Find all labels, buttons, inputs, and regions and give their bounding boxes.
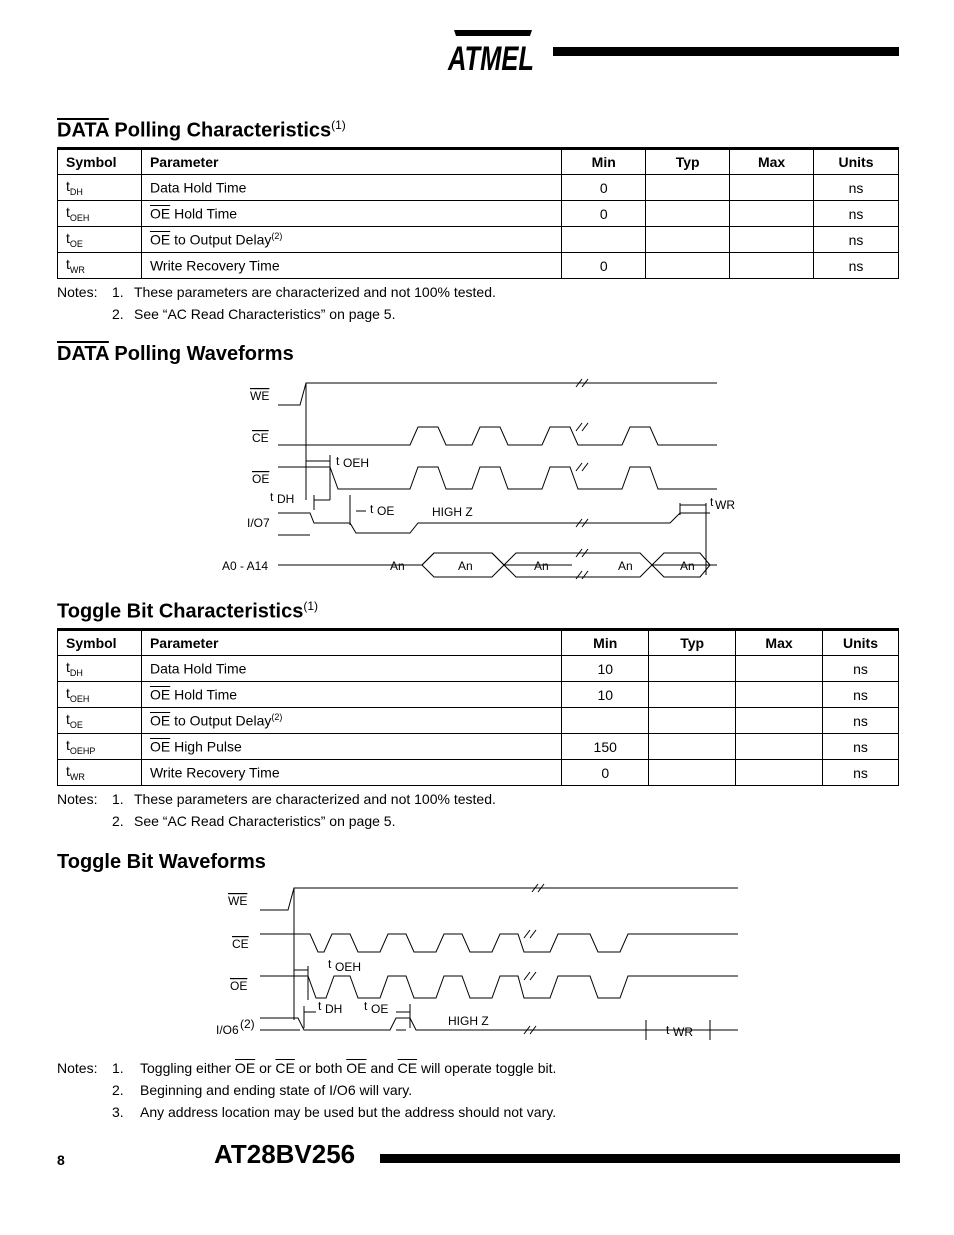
- col-symbol: Symbol: [58, 630, 142, 656]
- page-number: 8: [57, 1152, 65, 1168]
- col-max: Max: [730, 149, 814, 175]
- table-row: [58, 708, 899, 734]
- note-number: 2.: [112, 1082, 124, 1098]
- typ-cell: [649, 760, 736, 786]
- toggle-bit-waveform-diagram: [210, 880, 750, 1045]
- note-number: 1.: [112, 1060, 124, 1076]
- io6-label: I/O6: [216, 1023, 239, 1037]
- svg-text:WR: WR: [715, 498, 735, 512]
- oe-label: OE: [252, 472, 270, 486]
- typ-cell: [649, 734, 736, 760]
- table-row: [58, 760, 899, 786]
- min-cell: [562, 227, 646, 253]
- max-cell: [736, 656, 823, 682]
- svg-text:OEH: OEH: [335, 960, 362, 974]
- toggle-bit-table: [57, 628, 899, 786]
- data-polling-table: [57, 147, 899, 279]
- svg-text:ATMEL: ATMEL: [447, 40, 534, 78]
- svg-text:OEH: OEH: [343, 456, 370, 470]
- symbol-cell: $t_{DH}$: [58, 656, 142, 682]
- we-waveform: [260, 888, 738, 910]
- parameter-cell: Write Recovery Time: [141, 760, 561, 786]
- col-parameter: Parameter: [141, 149, 561, 175]
- note-number: 1.: [112, 791, 124, 807]
- col-units: Units: [814, 149, 899, 175]
- note-text: Beginning and ending state of I/O6 will vary.: [140, 1082, 413, 1098]
- svg-text:t: t: [270, 490, 274, 504]
- atmel-logo: [440, 28, 538, 76]
- table-row: [58, 253, 899, 279]
- units-cell: ns: [823, 682, 899, 708]
- note-number: 2.: [112, 813, 124, 829]
- svg-text:An: An: [390, 559, 405, 573]
- symbol-cell: $t_{OE}$: [58, 708, 142, 734]
- units-cell: ns: [814, 201, 899, 227]
- svg-text:(2): (2): [240, 1017, 255, 1031]
- data-polling-characteristics-title: DATA Polling Characteristics$^{(1)}$: [57, 118, 346, 142]
- max-cell: [730, 253, 814, 279]
- col-units: Units: [823, 630, 899, 656]
- note-text: See “AC Read Characteristics” on page 5.: [134, 813, 396, 829]
- units-cell: ns: [823, 760, 899, 786]
- io7-label: I/O7: [247, 516, 270, 530]
- parameter-cell: $\overline{OE}$ High Pulse: [141, 734, 561, 760]
- svg-text:OE: OE: [371, 1002, 389, 1016]
- table-header-row: [58, 149, 899, 175]
- table-row: [58, 734, 899, 760]
- parameter-cell: Data Hold Time: [141, 175, 561, 201]
- min-cell: 10: [562, 682, 649, 708]
- typ-cell: [646, 227, 730, 253]
- units-cell: ns: [823, 734, 899, 760]
- units-cell: ns: [814, 227, 899, 253]
- symbol-cell: $t_{WR}$: [58, 253, 142, 279]
- svg-text:t: t: [666, 1023, 670, 1037]
- note-text: See “AC Read Characteristics” on page 5.: [134, 306, 396, 322]
- toggle-bit-characteristics-title: Toggle Bit Characteristics$^{(1)}$: [57, 599, 319, 623]
- svg-text:WR: WR: [673, 1025, 693, 1039]
- col-typ: Typ: [646, 149, 730, 175]
- col-symbol: Symbol: [58, 149, 142, 175]
- note-number: 2.: [112, 306, 124, 322]
- high-z-label: HIGH Z: [432, 505, 473, 519]
- svg-text:t: t: [336, 454, 340, 468]
- units-cell: ns: [823, 708, 899, 734]
- min-cell: 0: [562, 253, 646, 279]
- max-cell: [730, 227, 814, 253]
- table-row: [58, 656, 899, 682]
- data-polling-waveforms-title: DATA Polling Waveforms: [57, 343, 294, 365]
- document-title: AT28BV256: [214, 1139, 356, 1169]
- we-waveform: [278, 383, 717, 405]
- typ-cell: [646, 201, 730, 227]
- max-cell: [736, 760, 823, 786]
- typ-cell: [649, 682, 736, 708]
- notes-label: Notes:: [57, 791, 98, 807]
- notes-label: Notes:: [57, 284, 98, 300]
- svg-text:DH: DH: [277, 492, 295, 506]
- col-min: Min: [562, 630, 649, 656]
- parameter-cell: Write Recovery Time: [141, 253, 561, 279]
- min-cell: 10: [562, 656, 649, 682]
- table-row: [58, 227, 899, 253]
- address-label: A0 - A14: [222, 559, 269, 573]
- col-min: Min: [562, 149, 646, 175]
- svg-text:t: t: [710, 495, 714, 509]
- max-cell: [736, 708, 823, 734]
- oe-label: OE: [230, 979, 248, 993]
- svg-text:An: An: [618, 559, 633, 573]
- oe-waveform: [260, 976, 738, 998]
- notes-label: Notes:: [57, 1060, 98, 1076]
- min-cell: 0: [562, 175, 646, 201]
- units-cell: ns: [814, 175, 899, 201]
- parameter-cell: $\overline{OE}$ Hold Time: [141, 682, 561, 708]
- min-cell: 150: [562, 734, 649, 760]
- table-row: [58, 682, 899, 708]
- symbol-cell: $t_{OEHP}$: [58, 734, 142, 760]
- footer-rule: [380, 1154, 900, 1163]
- typ-cell: [649, 708, 736, 734]
- toggle-bit-waveforms-title: Toggle Bit Waveforms: [57, 851, 266, 873]
- svg-text:t: t: [328, 957, 332, 971]
- we-label: WE: [228, 894, 248, 908]
- note-text: These parameters are characterized and not 100% tested.: [134, 791, 496, 807]
- ce-label: CE: [252, 431, 269, 445]
- svg-text:DH: DH: [325, 1002, 343, 1016]
- col-parameter: Parameter: [141, 630, 561, 656]
- ce-label: CE: [232, 937, 249, 951]
- svg-text:t: t: [318, 999, 322, 1013]
- typ-cell: [646, 175, 730, 201]
- min-cell: [562, 708, 649, 734]
- col-typ: Typ: [649, 630, 736, 656]
- typ-cell: [646, 253, 730, 279]
- io7-waveform: [278, 513, 710, 533]
- svg-text:An: An: [680, 559, 695, 573]
- ce-waveform: [278, 427, 717, 445]
- oe-waveform: [278, 467, 717, 489]
- svg-text:OE: OE: [377, 504, 395, 518]
- parameter-cell: $\overline{OE}$ to Output Delay$^{(2)}$: [141, 708, 561, 734]
- note-text: Toggling either $\overline{OE}$ or $\overline{CE}$ or both $\overline{OE}$ and $\overline{CE}$ will operate toggle bit.: [140, 1060, 557, 1076]
- header-rule: [553, 47, 899, 56]
- note-number: 3.: [112, 1104, 124, 1120]
- max-cell: [736, 734, 823, 760]
- symbol-cell: $t_{OE}$: [58, 227, 142, 253]
- symbol-cell: $t_{OEH}$: [58, 682, 142, 708]
- ce-waveform: [260, 934, 738, 952]
- svg-text:An: An: [534, 559, 549, 573]
- note-number: 1.: [112, 284, 124, 300]
- max-cell: [730, 175, 814, 201]
- symbol-cell: $t_{WR}$: [58, 760, 142, 786]
- parameter-cell: $\overline{OE}$ to Output Delay$^{(2)}$: [141, 227, 561, 253]
- min-cell: 0: [562, 760, 649, 786]
- units-cell: ns: [823, 656, 899, 682]
- max-cell: [736, 682, 823, 708]
- note-text: Any address location may be used but the address should not vary.: [140, 1104, 557, 1120]
- data-polling-waveform-diagram: [210, 375, 735, 585]
- symbol-cell: $t_{DH}$: [58, 175, 142, 201]
- max-cell: [730, 201, 814, 227]
- svg-text:t: t: [364, 999, 368, 1013]
- table-row: [58, 201, 899, 227]
- svg-text:t: t: [370, 502, 374, 516]
- table-row: [58, 175, 899, 201]
- col-max: Max: [736, 630, 823, 656]
- table-header-row: [58, 630, 899, 656]
- symbol-cell: $t_{OEH}$: [58, 201, 142, 227]
- units-cell: ns: [814, 253, 899, 279]
- high-z-label: HIGH Z: [448, 1014, 489, 1028]
- parameter-cell: Data Hold Time: [141, 656, 561, 682]
- min-cell: 0: [562, 201, 646, 227]
- typ-cell: [649, 656, 736, 682]
- parameter-cell: $\overline{OE}$ Hold Time: [141, 201, 561, 227]
- note-text: These parameters are characterized and not 100% tested.: [134, 284, 496, 300]
- we-label: WE: [250, 389, 270, 403]
- svg-text:An: An: [458, 559, 473, 573]
